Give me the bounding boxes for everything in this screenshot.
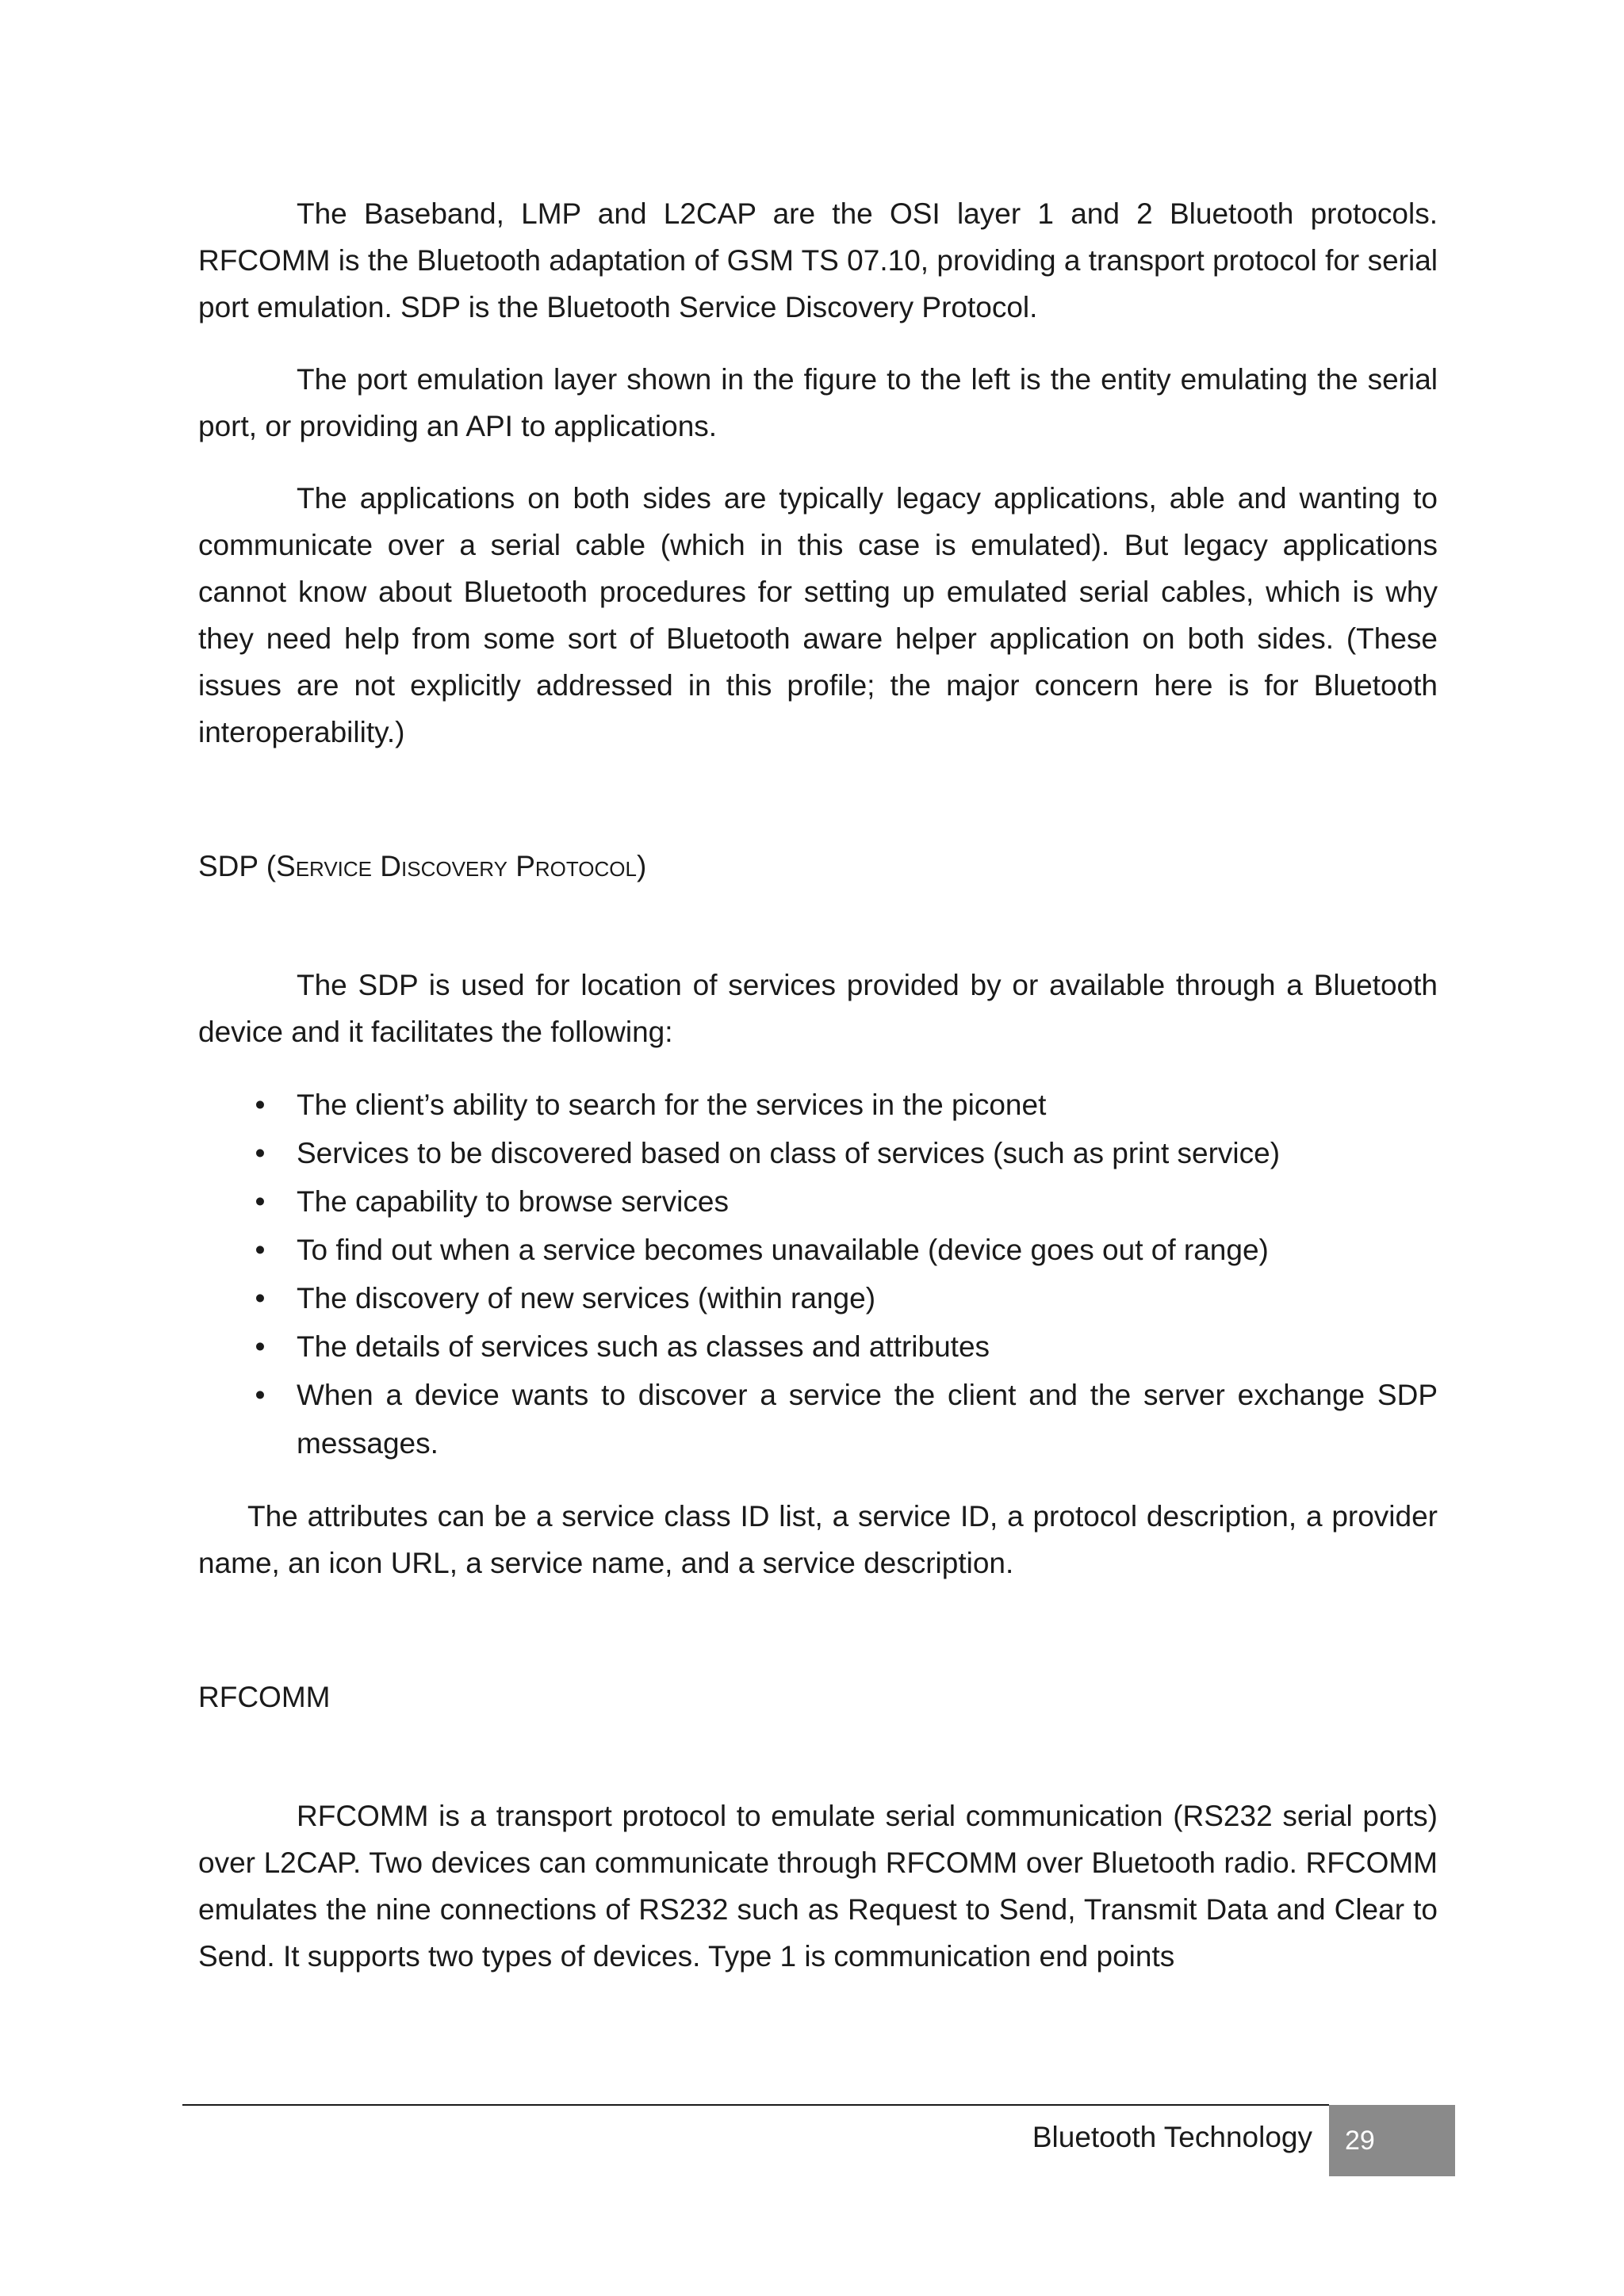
rfcomm-paragraph: RFCOMM is a transport protocol to emulate serial communication (RS232 serial ports) over L2CAP. Two devices can communicate through RFCOMM over Bluetooth radio. RFCOMM emulates the nine connections of RS232 such as Request to Send, Transmit Data and Clear to Send. It supports two types of devices. Type 1 is communication end points bbox=[198, 1800, 1438, 1973]
document-body bbox=[198, 190, 1438, 1980]
list-item-text: Services to be discovered based on class of services (such as print service) bbox=[297, 1137, 1281, 1169]
list-item-text: To find out when a service becomes unavailable (device goes out of range) bbox=[297, 1234, 1269, 1266]
sdp-intro: The SDP is used for location of services provided by or available through a Bluetooth device and it facilitates the following: bbox=[198, 969, 1438, 1048]
bullet-icon: • bbox=[255, 1137, 266, 1169]
list-item-text: The client’s ability to search for the services in the piconet bbox=[297, 1089, 1047, 1121]
list-item bbox=[198, 1177, 1438, 1226]
sdp-bullet-list bbox=[198, 1081, 1438, 1468]
footer-divider bbox=[182, 2104, 1329, 2106]
sdp-heading bbox=[198, 843, 1438, 890]
list-item-text: When a device wants to discover a service the client and the server exchange SDP messages. bbox=[297, 1379, 1438, 1460]
list-item bbox=[198, 1322, 1438, 1371]
list-item bbox=[198, 1226, 1438, 1274]
footer-title: Bluetooth Technology bbox=[1032, 2121, 1312, 2153]
list-item bbox=[198, 1081, 1438, 1129]
list-item-text: The capability to browse services bbox=[297, 1185, 729, 1218]
list-item-text: The details of services such as classes and attributes bbox=[297, 1330, 990, 1363]
bullet-icon: • bbox=[255, 1282, 266, 1314]
list-item-text: The discovery of new services (within range) bbox=[297, 1282, 876, 1314]
sdp-attributes-paragraph: The attributes can be a service class ID list, a service ID, a protocol description, a provider name, an icon URL, a service name, and a service description. bbox=[198, 1500, 1438, 1579]
list-item bbox=[198, 1274, 1438, 1322]
list-item bbox=[198, 1371, 1438, 1468]
list-item bbox=[198, 1129, 1438, 1177]
bullet-icon: • bbox=[255, 1379, 266, 1411]
bullet-icon: • bbox=[255, 1089, 266, 1121]
paragraph-legacy-applications: The applications on both sides are typically legacy applications, able and wanting to communicate over a serial cable (which in this case is emulated). But legacy applications cannot know about Bluetooth procedures for setting up emulated serial cables, which is why they need help from some sort of Bluetooth aware helper application on both sides. (These issues are not explicitly addressed in this profile; the major concern here is for Bluetooth interoperability.) bbox=[198, 482, 1438, 748]
rfcomm-heading: RFCOMM bbox=[198, 1681, 331, 1713]
bullet-icon: • bbox=[255, 1234, 266, 1266]
paragraph-port-emulation: The port emulation layer shown in the figure to the left is the entity emulating the serial port, or providing an API to applications. bbox=[198, 363, 1438, 442]
paragraph-protocol-layers: The Baseband, LMP and L2CAP are the OSI layer 1 and 2 Bluetooth protocols. RFCOMM is the Bluetooth adaptation of GSM TS 07.10, providing a transport protocol for serial port emulation. SDP is the Bluetooth Service Discovery Protocol. bbox=[198, 197, 1438, 323]
page-number: 29 bbox=[1329, 2105, 1455, 2176]
bullet-icon: • bbox=[255, 1185, 266, 1218]
sdp-heading-text: SDP (Service Discovery Protocol) bbox=[198, 850, 647, 882]
bullet-icon: • bbox=[255, 1330, 266, 1363]
